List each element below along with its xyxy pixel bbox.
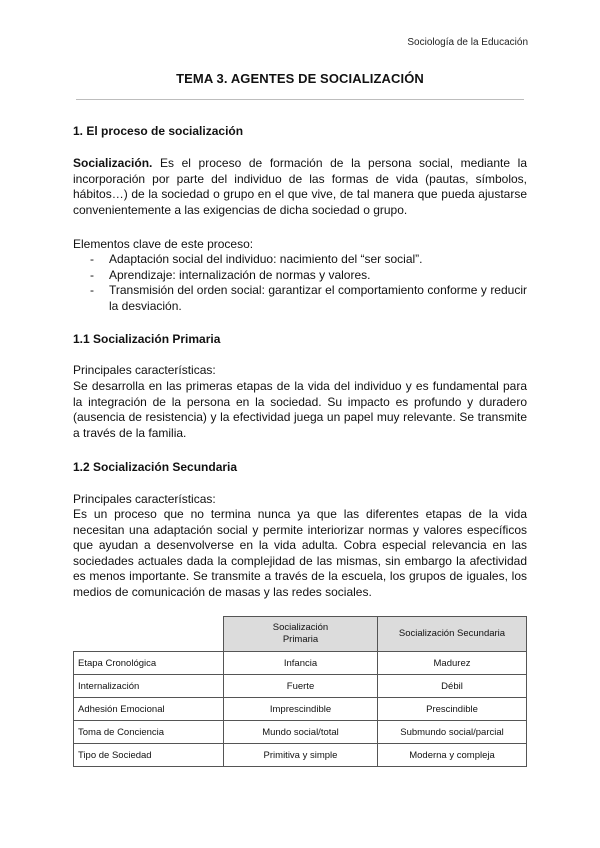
row-label: Adhesión Emocional [74, 698, 224, 721]
secondary-value: Madurez [378, 652, 527, 675]
table-row [74, 675, 527, 698]
table-row [74, 744, 527, 767]
bullet-dash: - [90, 267, 94, 282]
document-title: TEMA 3. AGENTES DE SOCIALIZACIÓN [176, 71, 424, 86]
row-label: Internalización [74, 675, 224, 698]
column-header-secondary: Socialización Secundaria [378, 617, 527, 652]
running-header: Sociología de la Educación [407, 37, 528, 48]
secondary-value: Submundo social/parcial [378, 721, 527, 744]
section-1-1-text: Se desarrolla en las primeras etapas de la vida del individuo y es fundamental para la integración de la persona en la sociedad. Su impacto es profundo y duradero (ausencia de resistencia) y la efectividad juega un papel muy relevante. Se transmite a través de la familia. [73, 379, 527, 440]
primary-value: Infancia [224, 652, 378, 675]
primary-value: Fuerte [224, 675, 378, 698]
definition-term: Socialización. [73, 156, 153, 170]
table-corner-cell [74, 617, 224, 652]
row-label: Tipo de Sociedad [74, 744, 224, 767]
primary-value: Imprescindible [224, 698, 378, 721]
secondary-value: Débil [378, 675, 527, 698]
row-label: Toma de Conciencia [74, 721, 224, 744]
row-label: Etapa Cronológica [74, 652, 224, 675]
secondary-value: Moderna y compleja [378, 744, 527, 767]
section-1-2-heading: 1.2 Socialización Secundaria [73, 460, 238, 474]
section-1-2-intro: Principales características: [73, 492, 216, 506]
section-1-2-text: Es un proceso que no termina nunca ya que las diferentes etapas de la vida necesitan una adaptación social y permite interiorizar normas y valores específicos que ayudan a desenvolverse en la vida adulta. Cobra especial relevancia en las sociedades actuales dada la complejidad de las mismas, sin embargo la afectividad es menos importante. Se transmite a través de la escuela, los grupos de iguales, los medios de comunicación de masas y las redes sociales. [73, 507, 527, 599]
key-elements-list [73, 252, 527, 314]
section-1-heading: 1. El proceso de socialización [73, 124, 244, 138]
table-row [74, 698, 527, 721]
bullet-dash: - [90, 252, 94, 266]
table-row [74, 652, 527, 675]
secondary-value: Prescindible [378, 698, 527, 721]
primary-value: Mundo social/total [224, 721, 378, 744]
definition-text: Es el proceso de formación de la persona social, mediante la incorporación por parte del individuo de las formas de vida (pautas, símbolos, hábitos…) de la sociedad o grupo en el que vive, de tal manera que pueda ajustarse convenientemente a las exigencias de dicha sociedad o grupo. [73, 156, 527, 217]
table-row [74, 721, 527, 744]
section-1-1-heading: 1.1 Socialización Primaria [73, 332, 221, 346]
column-header-primary: Socialización Primaria [224, 617, 378, 652]
list-item: - Transmisión del orden social: garantizar el comportamiento conforme y reducir la desviación. [90, 283, 527, 313]
socializacion-definition [73, 156, 527, 218]
comparison-table [73, 616, 527, 767]
list-item: - Aprendizaje: internalización de normas y valores. [90, 267, 371, 282]
list-item: - Adaptación social del individuo: nacimiento del “ser social”. [90, 252, 423, 266]
title-divider [76, 99, 524, 100]
key-elements-intro: Elementos clave de este proceso: [73, 237, 254, 251]
section-1-1-intro: Principales características: [73, 363, 216, 377]
primary-value: Primitiva y simple [224, 744, 378, 767]
bullet-dash: - [90, 283, 94, 297]
table-header-row [74, 617, 527, 652]
